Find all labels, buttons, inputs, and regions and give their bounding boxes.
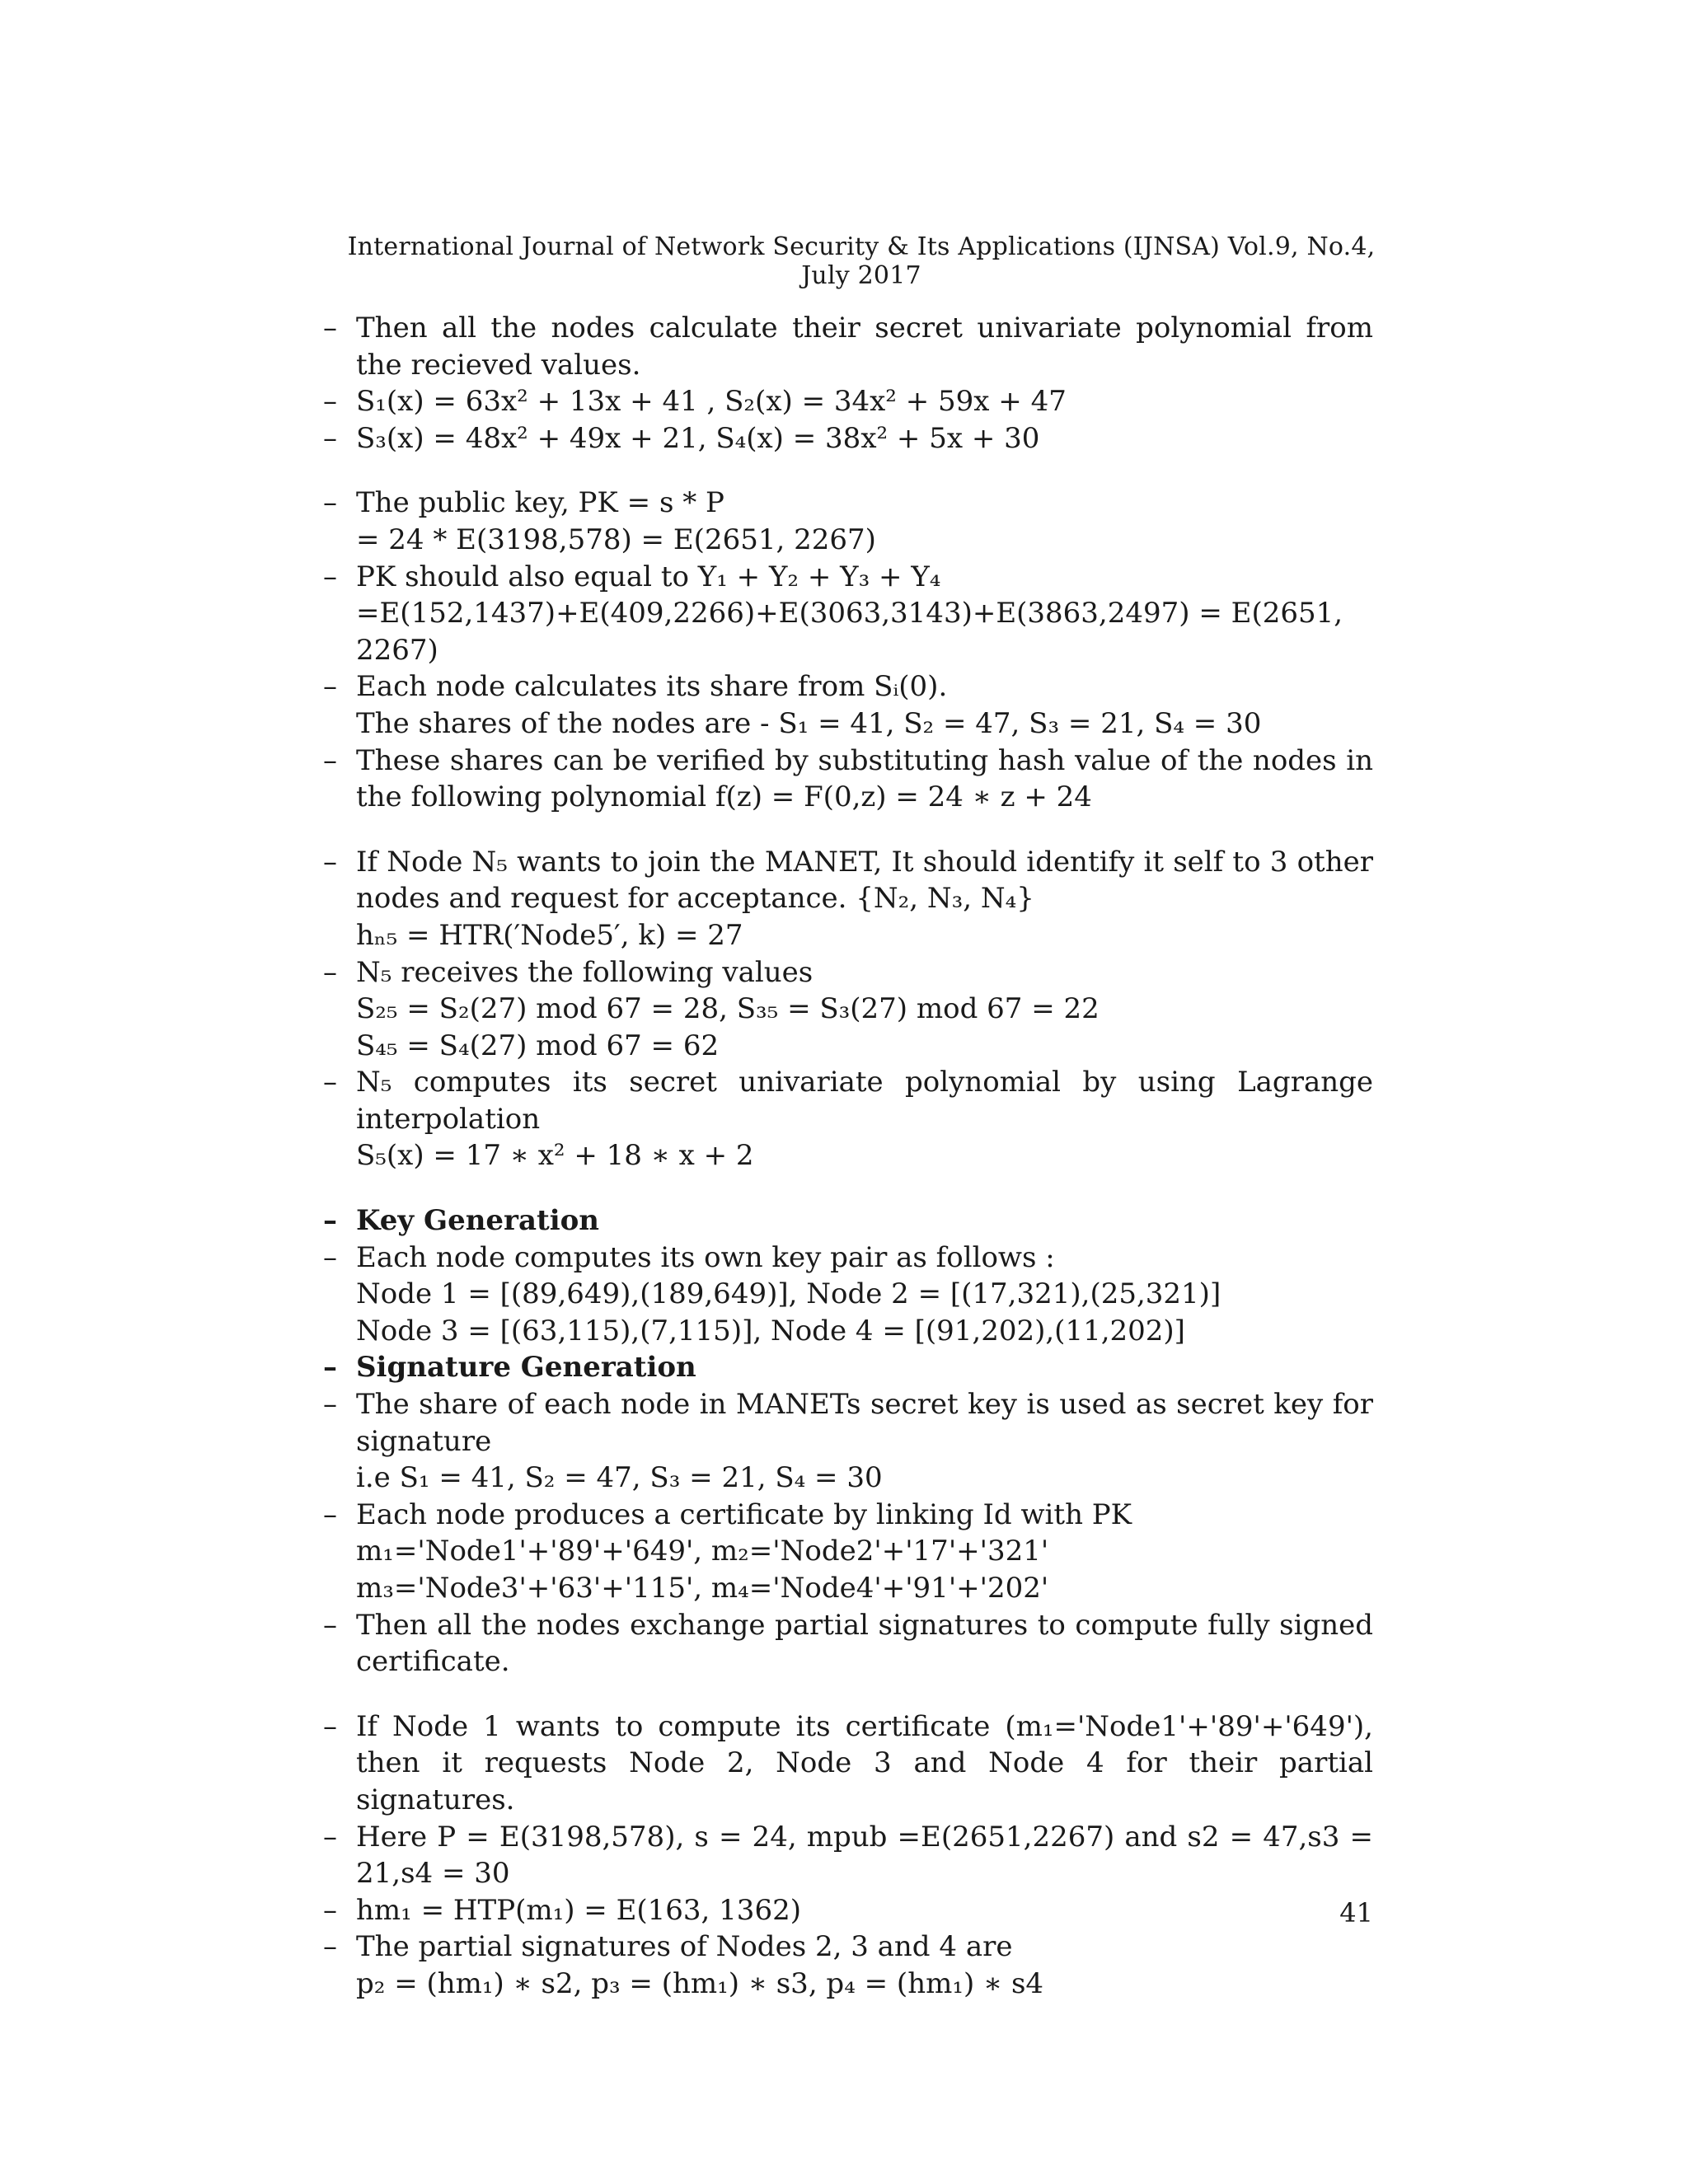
line-text: Then all the nodes calculate their secret univariate polynomial from the recieved values.: [356, 312, 1373, 382]
spacer: [323, 816, 1373, 844]
list-item: [323, 844, 1373, 917]
list-item: [323, 1892, 1373, 1929]
list-item: [323, 1349, 1373, 1386]
line-text: Then all the nodes exchange partial signatures to compute fully signed certificate.: [356, 1608, 1373, 1679]
section-heading: Signature Generation: [356, 1351, 696, 1385]
list-item: [323, 1240, 1373, 1277]
list-item: [323, 1386, 1373, 1460]
continuation-line: S₂₅ = S₂(27) mod 67 = 28, S₃₅ = S₃(27) mod 67 = 22: [356, 992, 1100, 1026]
line-text: These shares can be verified by substituting hash value of the nodes in the following polynomial f(z) = F(0,z) = 24 ∗ z + 24: [356, 743, 1373, 814]
list-item: [323, 420, 1373, 457]
section-heading: Key Generation: [356, 1204, 600, 1238]
list-item: [323, 1497, 1373, 1534]
list-item: [323, 1607, 1373, 1680]
line-text: Each node calculates its share from Sᵢ(0).: [356, 670, 948, 704]
continuation-line: = 24 * E(3198,578) = E(2651, 2267): [356, 523, 876, 556]
line-text: The partial signatures of Nodes 2, 3 and 4 are: [356, 1930, 1013, 1964]
list-item: [323, 1708, 1373, 1819]
list-item: [323, 1929, 1373, 1966]
line-text: N₅ computes its secret univariate polynomial by using Lagrange interpolation: [356, 1066, 1373, 1136]
spacer: [323, 1680, 1373, 1708]
line-text: Each node produces a certificate by linking Id with PK: [356, 1497, 1132, 1531]
spacer: [323, 1174, 1373, 1202]
continuation-line: Node 3 = [(63,115),(7,115)], Node 4 = [(91,202),(11,202)]: [356, 1314, 1185, 1347]
continuation-line: i.e S₁ = 41, S₂ = 47, S₃ = 21, S₄ = 30: [356, 1461, 883, 1495]
spacer: [323, 457, 1373, 485]
list-item: [323, 485, 1373, 522]
line-text: PK should also equal to Y₁ + Y₂ + Y₃ + Y₄: [356, 560, 941, 593]
equation: S₃(x) = 48x² + 49x + 21, S₄(x) = 38x² + 5x + 30: [356, 421, 1040, 455]
continuation-line: S₄₅ = S₄(27) mod 67 = 62: [356, 1029, 720, 1062]
continuation-line: m₁='Node1'+'89'+'649', m₂='Node2'+'17'+'321': [356, 1535, 1049, 1568]
continuation-line: The shares of the nodes are - S₁ = 41, S₂ = 47, S₃ = 21, S₄ = 30: [356, 706, 1262, 740]
continuation-line: Node 1 = [(89,649),(189,649)], Node 2 = [(17,321),(25,321)]: [356, 1277, 1221, 1311]
continuation-line: S₅(x) = 17 ∗ x² + 18 ∗ x + 2: [356, 1139, 754, 1173]
line-text: If Node 1 wants to compute its certificate (m₁='Node1'+'89'+'649'), then it requests Node 2, Node 3 and Node 4 for their partial signatures.: [356, 1709, 1373, 1816]
list-item: [323, 668, 1373, 705]
line-text: If Node N₅ wants to join the MANET, It should identify it self to 3 other nodes and request for acceptance. {N₂, N₃, N₄}: [356, 845, 1373, 916]
line-text: Each node computes its own key pair as follows :: [356, 1240, 1055, 1274]
list-item: [323, 1202, 1373, 1240]
continuation-line: =E(152,1437)+E(409,2266)+E(3063,3143)+E(3863,2497) = E(2651, 2267): [356, 597, 1343, 667]
list-item: [323, 559, 1373, 596]
line-text: N₅ receives the following values: [356, 955, 814, 989]
continuation-line: p₂ = (hm₁) ∗ s2, p₃ = (hm₁) ∗ s3, p₄ = (hm₁) ∗ s4: [356, 1966, 1044, 2000]
list-item: [323, 310, 1373, 383]
line-text: Here P = E(3198,578), s = 24, mpub =E(2651,2267) and s2 = 47,s3 = 21,s4 = 30: [356, 1820, 1373, 1891]
list-item: [323, 1064, 1373, 1137]
continuation-line: hₙ₅ = HTR(′Node5′, k) = 27: [356, 918, 743, 952]
journal-header: International Journal of Network Security & Its Applications (IJNSA) Vol.9, No.4, July 2017: [347, 232, 1376, 290]
equation: hm₁ = HTP(m₁) = E(163, 1362): [356, 1893, 801, 1927]
list-item: [323, 954, 1373, 991]
equation: S₁(x) = 63x² + 13x + 41 , S₂(x) = 34x² + 59x + 47: [356, 385, 1067, 419]
page-number: 41: [1339, 1897, 1373, 1929]
list-item: [323, 743, 1373, 816]
body-text: [323, 310, 1373, 2003]
line-text: The share of each node in MANETs secret key is used as secret key for signature: [356, 1388, 1373, 1458]
list-item: [323, 383, 1373, 420]
list-item: [323, 1819, 1373, 1892]
continuation-line: m₃='Node3'+'63'+'115', m₄='Node4'+'91'+'202': [356, 1572, 1049, 1605]
line-text: The public key, PK = s * P: [356, 486, 724, 520]
